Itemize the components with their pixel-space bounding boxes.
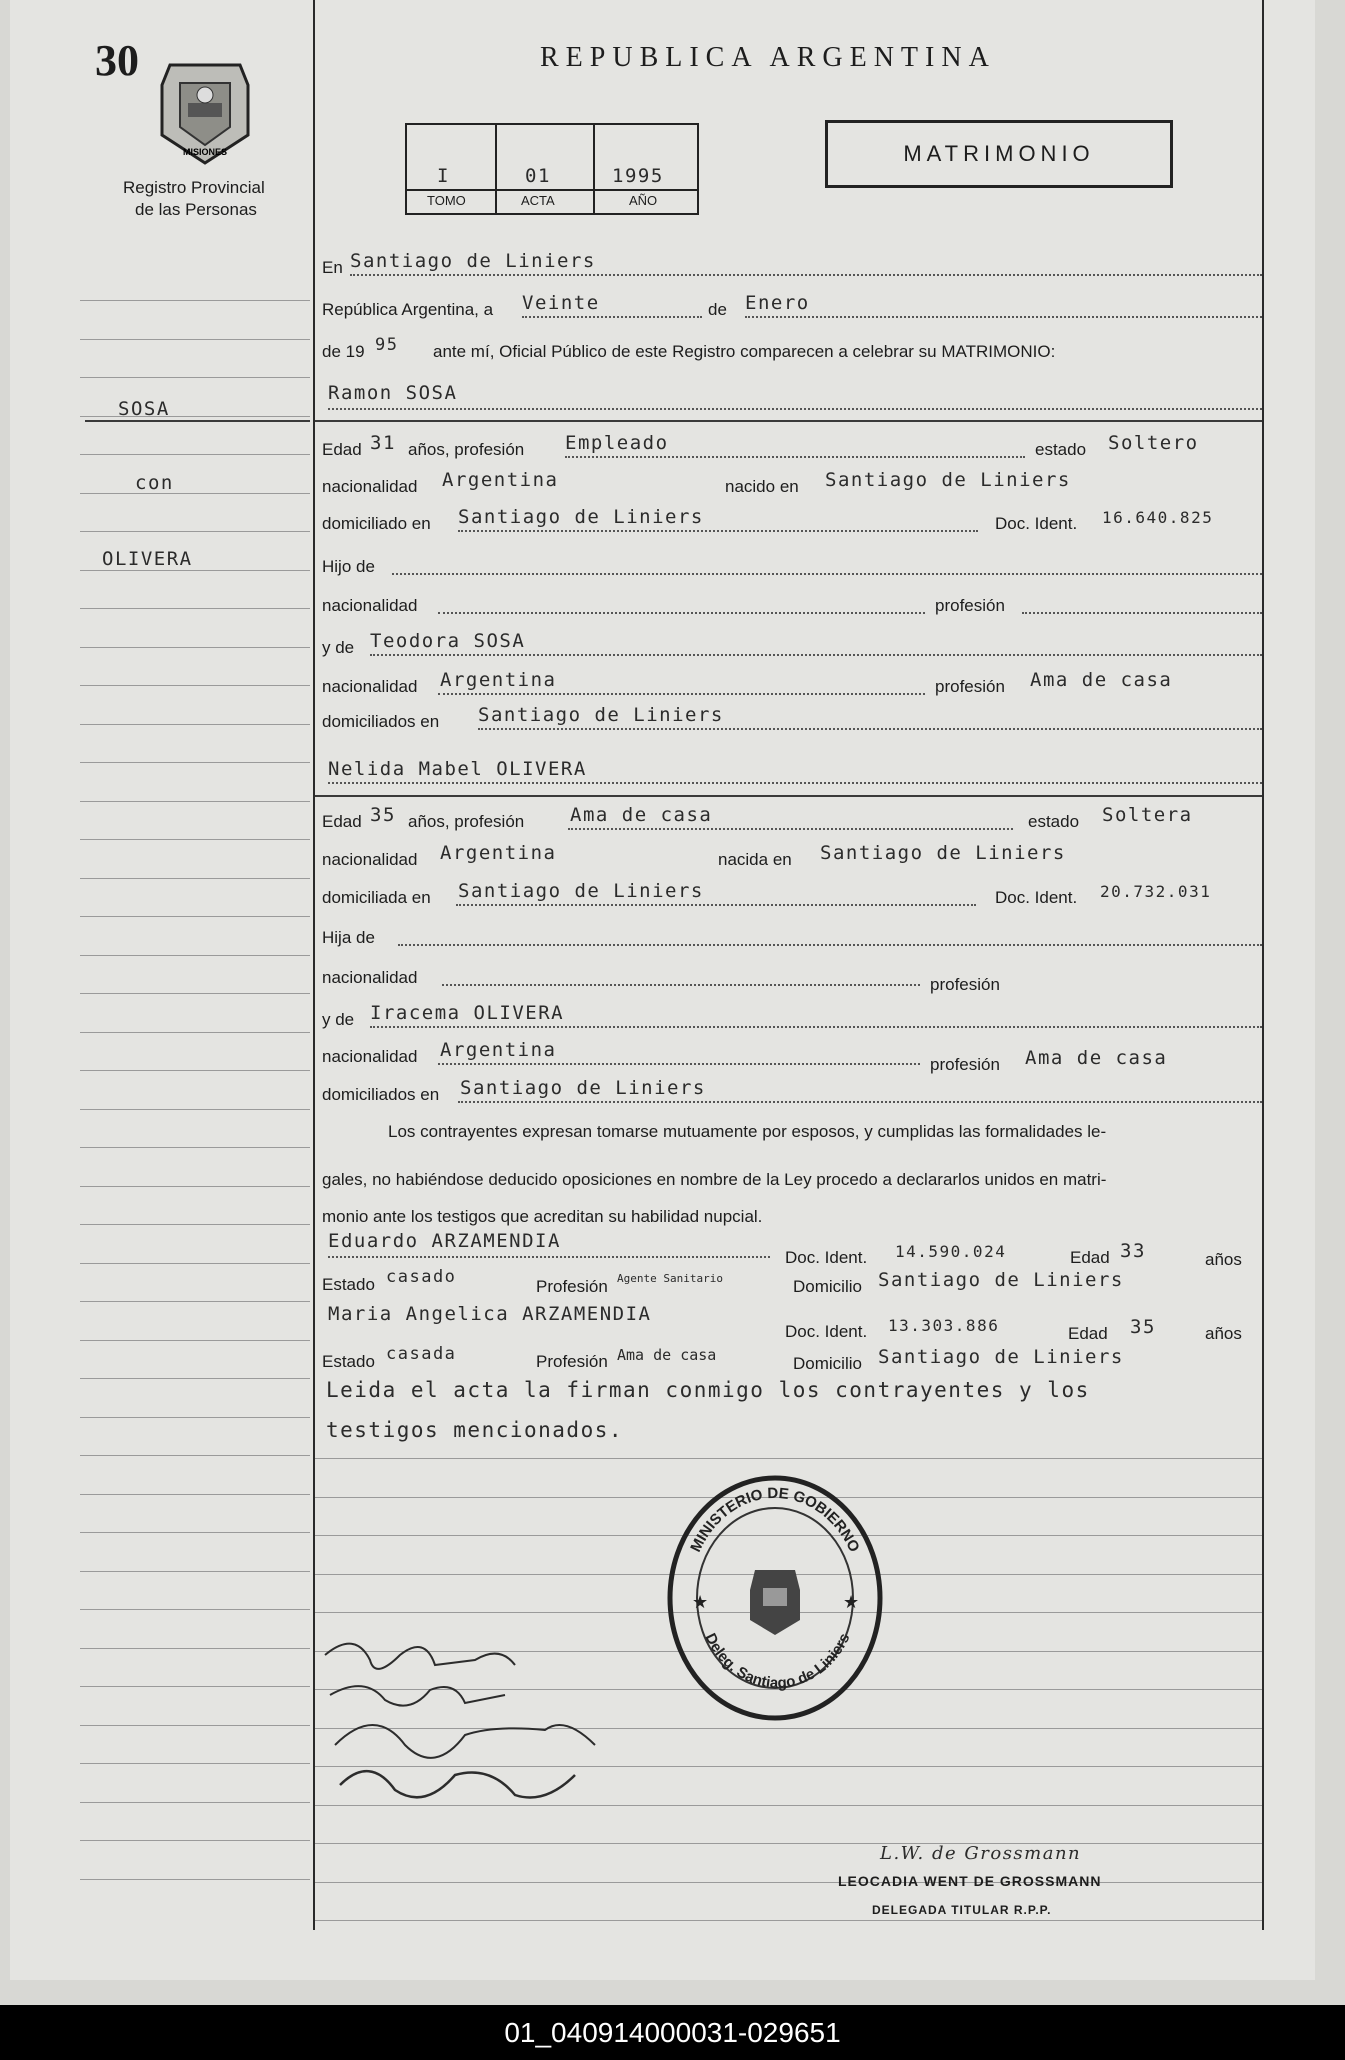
bride-profession: Ama de casa: [570, 804, 713, 826]
bride-yde-label: y de: [322, 1010, 355, 1029]
groom-name: Ramon SOSA: [328, 382, 458, 404]
dotted-line: [458, 530, 978, 532]
margin-connector: con: [135, 472, 174, 494]
dotted-line: [745, 316, 1262, 318]
margin-rule: [80, 955, 310, 956]
margin-rule: [80, 1802, 310, 1803]
margin-rule: [80, 1186, 310, 1187]
bride-father-nac-label: nacionalidad: [322, 968, 418, 987]
groom-mother-nac-label: nacionalidad: [322, 677, 418, 696]
margin-surname2: OLIVERA: [102, 548, 193, 570]
dotted-line: [442, 984, 920, 986]
intro-day: Veinte: [522, 292, 600, 314]
margin-rule: [80, 762, 310, 763]
section-rule: [315, 420, 1262, 422]
margin-rule: [80, 454, 310, 455]
margin-rule: [80, 531, 310, 532]
tomo-label: TOMO: [427, 193, 466, 208]
declaration-line2: gales, no habiéndose deducido oposiciones en nombre de la Ley procedo a declararlos unidos en matri-: [322, 1170, 1107, 1189]
bride-edad-label: Edad: [322, 812, 362, 831]
margin-rule: [80, 1494, 310, 1495]
svg-text:MISIONES: MISIONES: [182, 147, 228, 157]
dotted-line: [456, 904, 976, 906]
svg-text:Nelida Olivera: Nelida Olivera: [370, 1701, 518, 1725]
certificate-page: [10, 0, 1315, 1980]
groom-estado-label: estado: [1035, 440, 1087, 459]
margin-rule: [80, 1455, 310, 1456]
margin-rule: [80, 1340, 310, 1341]
margin-rule: [80, 878, 310, 879]
bride-age: 35: [370, 804, 396, 826]
witness1-anos-label: años: [1205, 1250, 1242, 1269]
dotted-line: [478, 728, 1262, 730]
dotted-line: [438, 1063, 920, 1065]
svg-text:★: ★: [843, 1592, 860, 1612]
margin-rule: [80, 1301, 310, 1302]
bride-birthplace: Santiago de Liniers: [820, 842, 1066, 864]
margin-rule: [80, 916, 310, 917]
dotted-line: [438, 693, 925, 695]
margin-rule: [80, 801, 310, 802]
bride-parents-dom-label: domiciliados en: [322, 1085, 440, 1104]
margin-rule: [80, 339, 310, 340]
dotted-line: [522, 316, 702, 318]
witness2-prof-label: Profesión: [536, 1352, 608, 1371]
body-rule: [315, 1920, 1262, 1921]
margin-rule: [80, 1417, 310, 1418]
witness2-dom-label: Domicilio: [793, 1354, 862, 1373]
margin-rule: [80, 724, 310, 725]
margin-rule: [80, 300, 310, 301]
witness1-estado-label: Estado: [322, 1275, 375, 1294]
witness1-estado: casado: [386, 1267, 457, 1287]
groom-nationality: Argentina: [442, 469, 559, 491]
country-title: REPUBLICA ARGENTINA: [540, 42, 996, 73]
witness1-dom-label: Domicilio: [793, 1277, 862, 1296]
witness2-anos-label: años: [1205, 1324, 1242, 1343]
body-rule: [315, 1843, 1262, 1844]
margin-surname1: SOSA: [118, 398, 170, 420]
ano-label: AÑO: [629, 193, 658, 208]
margin-rule: [80, 839, 310, 840]
bride-mother-nac-label: nacionalidad: [322, 1047, 418, 1066]
year-prefix: de 19: [322, 342, 365, 361]
margin-rule: [80, 1840, 310, 1841]
registry-name-line1: Registro Provincial: [123, 178, 265, 197]
dotted-line: [350, 274, 1262, 276]
margin-rule: [80, 1648, 310, 1649]
margin-rule: [80, 1571, 310, 1572]
matrimonio-box: MATRIMONIO: [825, 120, 1173, 188]
margin-rule: [80, 1147, 310, 1148]
dotted-line: [1022, 612, 1262, 614]
groom-dom-label: domiciliado en: [322, 514, 431, 533]
margin-rule: [80, 1378, 310, 1379]
margin-rule: [80, 570, 310, 571]
margin-rule: [80, 1224, 310, 1225]
de-label: de: [708, 300, 727, 319]
groom-hijo-label: Hijo de: [322, 557, 375, 576]
witness2-doc-label: Doc. Ident.: [785, 1322, 868, 1341]
dotted-line: [328, 408, 1262, 410]
groom-edad-label: Edad: [322, 440, 362, 459]
witness2-estado: casada: [386, 1344, 457, 1364]
margin-rule: [80, 1609, 310, 1610]
witness2-name: Maria Angelica ARZAMENDIA: [328, 1303, 652, 1325]
svg-text:Ramon Sosa: Ramon Sosa: [375, 1648, 526, 1676]
section-rule: [315, 795, 1262, 797]
margin-rule: [80, 1725, 310, 1726]
groom-domicile: Santiago de Liniers: [458, 506, 704, 528]
en-label: En: [322, 258, 343, 277]
margin-rule: [80, 1070, 310, 1071]
dotted-line: [398, 944, 1262, 946]
registry-emblem-icon: [150, 55, 260, 170]
margin-rule: [80, 1879, 310, 1880]
bride-hija-label: Hija de: [322, 928, 375, 947]
ante-text: ante mí, Oficial Público de este Registro comparecen a celebrar su MATRIMONIO:: [433, 342, 1056, 361]
margin-rule: [80, 416, 310, 417]
intro-month: Enero: [745, 292, 810, 314]
acta-label: ACTA: [521, 193, 555, 208]
witness1-domicile: Santiago de Liniers: [878, 1269, 1124, 1291]
groom-mother-nat: Argentina: [440, 669, 557, 691]
margin-rule: [80, 1032, 310, 1033]
bride-nac-label: nacionalidad: [322, 850, 418, 869]
margin-rule: [80, 377, 310, 378]
margin-rule: [80, 1686, 310, 1687]
bride-prof-label: años, profesión: [408, 812, 525, 831]
groom-doc-label: Doc. Ident.: [995, 514, 1078, 533]
groom-parents-dom-label: domiciliados en: [322, 712, 440, 731]
bride-mother-prof: Ama de casa: [1025, 1047, 1168, 1069]
margin-rule: [80, 1263, 310, 1264]
groom-doc: 16.640.825: [1102, 508, 1214, 527]
closing-line1: Leida el acta la firman conmigo los contrayentes y los: [326, 1378, 1090, 1402]
groom-mother-prof-label: profesión: [935, 677, 1005, 696]
groom-mother: Teodora SOSA: [370, 630, 526, 652]
dotted-line: [392, 573, 1262, 575]
dotted-line: [565, 456, 1025, 458]
bride-estado-label: estado: [1028, 812, 1080, 831]
ano-value: 1995: [612, 165, 664, 187]
official-signature: L.W. de Grossmann: [880, 1843, 1082, 1864]
witness2-domicile: Santiago de Liniers: [878, 1346, 1124, 1368]
bride-doc-label: Doc. Ident.: [995, 888, 1078, 907]
groom-nacido-label: nacido en: [725, 477, 799, 496]
groom-age: 31: [370, 432, 396, 454]
margin-rule: [80, 685, 310, 686]
ministry-stamp-icon: [660, 1470, 890, 1725]
declaration-line3: monio ante los testigos que acreditan su habilidad nupcial.: [322, 1207, 763, 1226]
groom-profession: Empleado: [565, 432, 669, 454]
witness1-edad-label: Edad: [1070, 1248, 1110, 1267]
right-border: [1262, 0, 1264, 1930]
contrayentes-signatures: [315, 1625, 635, 1825]
bride-mother: Iracema OLIVERA: [370, 1002, 565, 1024]
groom-nac-label: nacionalidad: [322, 477, 418, 496]
witness1-doc: 14.590.024: [895, 1242, 1007, 1261]
bride-name: Nelida Mabel OLIVERA: [328, 758, 587, 780]
rep-label: República Argentina, a: [322, 300, 494, 319]
witness1-profession: Agente Sanitario: [617, 1272, 723, 1285]
witness1-name: Eduardo ARZAMENDIA: [328, 1230, 561, 1252]
margin-rule: [80, 647, 310, 648]
witness2-estado-label: Estado: [322, 1352, 375, 1371]
official-title: DELEGADA TITULAR R.P.P.: [872, 1903, 1052, 1917]
bride-estado: Soltera: [1102, 804, 1193, 826]
tomo-value: I: [437, 165, 450, 187]
closing-line2: testigos mencionados.: [326, 1418, 624, 1442]
witness2-profession: Ama de casa: [617, 1346, 717, 1364]
margin-underline: [85, 420, 310, 422]
bride-parents-dom: Santiago de Liniers: [460, 1077, 706, 1099]
dotted-line: [568, 828, 1013, 830]
witness1-doc-label: Doc. Ident.: [785, 1248, 868, 1267]
svg-text:Deleg. Santiago de Liniers: Deleg. Santiago de Liniers: [701, 1630, 854, 1692]
dotted-line: [328, 782, 1262, 784]
dotted-line: [328, 1256, 770, 1258]
groom-mother-prof: Ama de casa: [1030, 669, 1173, 691]
bride-father-prof-label: profesión: [930, 975, 1000, 994]
margin-rule: [80, 993, 310, 994]
margin-rule: [80, 1763, 310, 1764]
body-rule: [315, 1458, 1262, 1459]
dotted-line: [458, 1101, 1262, 1103]
groom-birthplace: Santiago de Liniers: [825, 469, 1071, 491]
witness1-prof-label: Profesión: [536, 1277, 608, 1296]
official-name: LEOCADIA WENT DE GROSSMANN: [838, 1873, 1102, 1889]
bride-nationality: Argentina: [440, 842, 557, 864]
groom-parents-dom: Santiago de Liniers: [478, 704, 724, 726]
witness2-edad-label: Edad: [1068, 1324, 1108, 1343]
year-suffix: 95: [375, 335, 399, 355]
bride-dom-label: domiciliada en: [322, 888, 431, 907]
witness2-age: 35: [1130, 1316, 1156, 1338]
bride-nacida-label: nacida en: [718, 850, 792, 869]
groom-prof-label: años, profesión: [408, 440, 525, 459]
bride-mother-prof-label: profesión: [930, 1055, 1000, 1074]
dotted-line: [438, 612, 925, 614]
acta-value: 01: [525, 165, 551, 187]
svg-text:★: ★: [692, 1592, 709, 1612]
groom-estado: Soltero: [1108, 432, 1199, 454]
tomo-acta-box: [405, 123, 699, 215]
bride-doc: 20.732.031: [1100, 882, 1212, 901]
margin-rule: [80, 1532, 310, 1533]
scan-identifier: 01_040914000031-029651: [0, 2005, 1345, 2060]
margin-rule: [80, 608, 310, 609]
intro-place: Santiago de Liniers: [350, 250, 596, 272]
registry-name-line2: de las Personas: [135, 200, 257, 219]
groom-father-prof-label: profesión: [935, 596, 1005, 615]
dotted-line: [370, 654, 1262, 656]
margin-rule: [80, 1109, 310, 1110]
groom-father-nac-label: nacionalidad: [322, 596, 418, 615]
svg-text:MINISTERIO DE GOBIERNO: MINISTERIO DE GOBIERNO: [687, 1484, 863, 1555]
page-number: 30: [95, 36, 139, 85]
dotted-line: [370, 1026, 1262, 1028]
body-rule: [315, 1882, 1262, 1883]
bride-mother-nat: Argentina: [440, 1039, 557, 1061]
witness2-doc: 13.303.886: [888, 1316, 1000, 1335]
declaration-line1: Los contrayentes expresan tomarse mutuamente por esposos, y cumplidas las formalidades le-: [388, 1122, 1107, 1141]
groom-yde-label: y de: [322, 638, 355, 657]
witness1-age: 33: [1120, 1240, 1146, 1262]
bride-domicile: Santiago de Liniers: [458, 880, 704, 902]
margin-rule: [80, 493, 310, 494]
